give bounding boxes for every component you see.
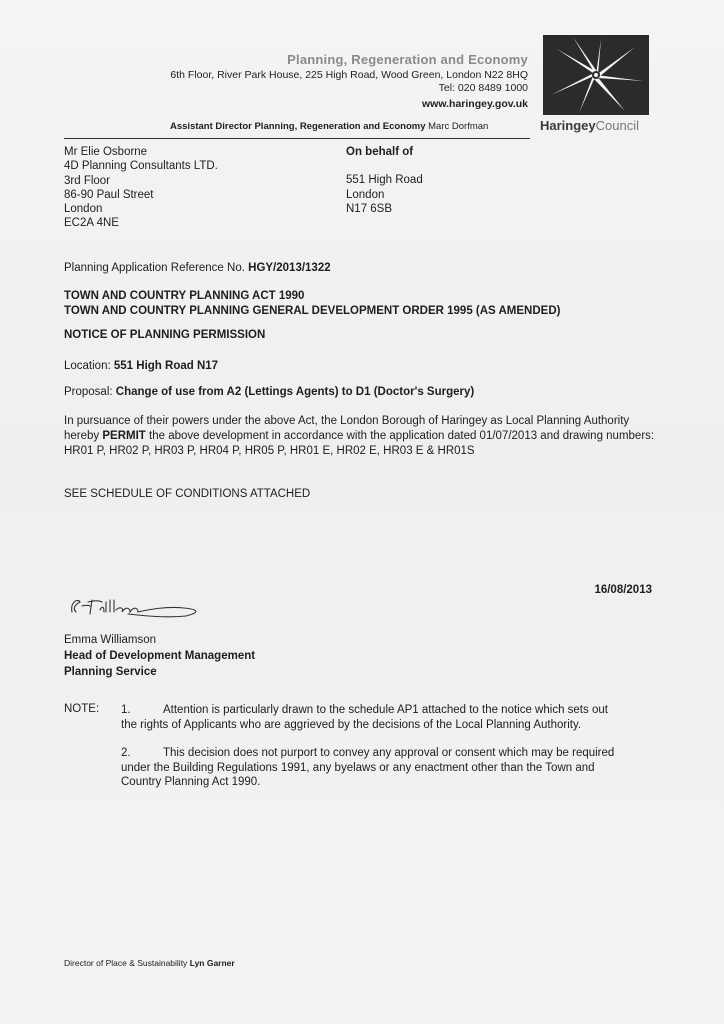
note-item (121, 746, 621, 790)
assistant-director-name: Marc Dorfman (428, 121, 489, 132)
location-label: Location: (64, 360, 111, 372)
signatory-title: Head of Development Management (64, 650, 256, 662)
recipient-line: 86-90 Paul Street (64, 188, 154, 201)
note-text: Attention is particularly drawn to the schedule AP1 attached to the notice which sets out the rights of Applicants who are aggrieved by the decisions of the Local Planning Authority. (121, 704, 608, 731)
application-reference (64, 261, 331, 276)
permission-paragraph (64, 414, 664, 459)
haringey-star-logo (543, 35, 649, 115)
assistant-director-line (170, 121, 488, 132)
site-address-line: N17 6SB (346, 202, 393, 215)
notice-heading: NOTICE OF PLANNING PERMISSION (64, 329, 266, 341)
on-behalf-of-heading: On behalf of (346, 146, 414, 158)
department-address: 6th Floor, River Park House, 225 High Road, Wood Green, London N22 8HQ (170, 69, 528, 81)
star-burst-icon (543, 35, 649, 115)
note-number: 1. (121, 704, 131, 716)
footer-label: Director of Place & Sustainability (64, 958, 188, 968)
location-line (64, 359, 218, 374)
recipient-line: 3rd Floor (64, 174, 111, 187)
council-wordmark (540, 118, 639, 133)
permission-text-after: the above development in accordance with the application dated 01/07/2013 and drawing numbers: HR01 P, HR02 P, HR03 P, HR04 P, HR05 P, HR01 E, HR02 E, HR03 E & HR01S (64, 430, 655, 457)
site-address-line: 551 High Road (346, 174, 423, 187)
signatory-service: Planning Service (64, 666, 157, 678)
recipient-line: EC2A 4NE (64, 217, 119, 230)
permit-word: PERMIT (102, 430, 146, 442)
proposal-value: Change of use from A2 (Lettings Agents) to D1 (Doctor's Surgery) (115, 386, 475, 398)
council-name-light: Council (595, 118, 639, 133)
council-website: www.haringey.gov.uk (422, 98, 528, 110)
reference-number: HGY/2013/1322 (248, 262, 331, 274)
recipient-line: Mr Elie Osborne (64, 146, 148, 158)
signatory-name: Emma Williamson (64, 634, 157, 646)
decision-date: 16/08/2013 (594, 584, 652, 596)
recipient-line: London (64, 203, 103, 216)
note-label: NOTE: (64, 703, 100, 715)
handwritten-signature (66, 592, 216, 620)
note-text: This decision does not purport to convey any approval or consent which may be required under the Building Regulations 1991, any byelaws or any enactment other than the Town and Country Planning Act 1990. (121, 747, 615, 788)
permission-text-before: In pursuance of their powers under the above Act, the London Borough of Haringey as Local Planning Authority hereby (64, 415, 630, 442)
department-title: Planning, Regeneration and Economy (287, 52, 528, 67)
site-address-line: London (346, 188, 385, 201)
assistant-director-title: Assistant Director Planning, Regeneration and Economy (170, 121, 426, 132)
proposal-label: Proposal: (64, 386, 113, 398)
reference-label: Planning Application Reference No. (64, 262, 245, 274)
recipient-address (64, 145, 218, 231)
act-line: TOWN AND COUNTRY PLANNING ACT 1990 (64, 290, 305, 302)
recipient-line: 4D Planning Consultants LTD. (64, 160, 218, 173)
department-telephone: Tel: 020 8489 1000 (438, 82, 528, 94)
footer-director (64, 958, 235, 968)
on-behalf-of-address (346, 145, 423, 216)
schedule-notice: SEE SCHEDULE OF CONDITIONS ATTACHED (64, 488, 311, 500)
proposal-line (64, 385, 474, 400)
note-number: 2. (121, 747, 131, 759)
signatory-block (64, 632, 255, 680)
footer-name: Lyn Garner (189, 958, 235, 968)
legislation-heading (64, 289, 560, 319)
note-item (121, 703, 621, 732)
council-name-bold: Haringey (540, 118, 596, 133)
letterhead-divider (64, 138, 530, 139)
location-value: 551 High Road N17 (113, 360, 219, 372)
order-line: TOWN AND COUNTRY PLANNING GENERAL DEVELOPMENT ORDER 1995 (AS AMENDED) (64, 305, 561, 317)
